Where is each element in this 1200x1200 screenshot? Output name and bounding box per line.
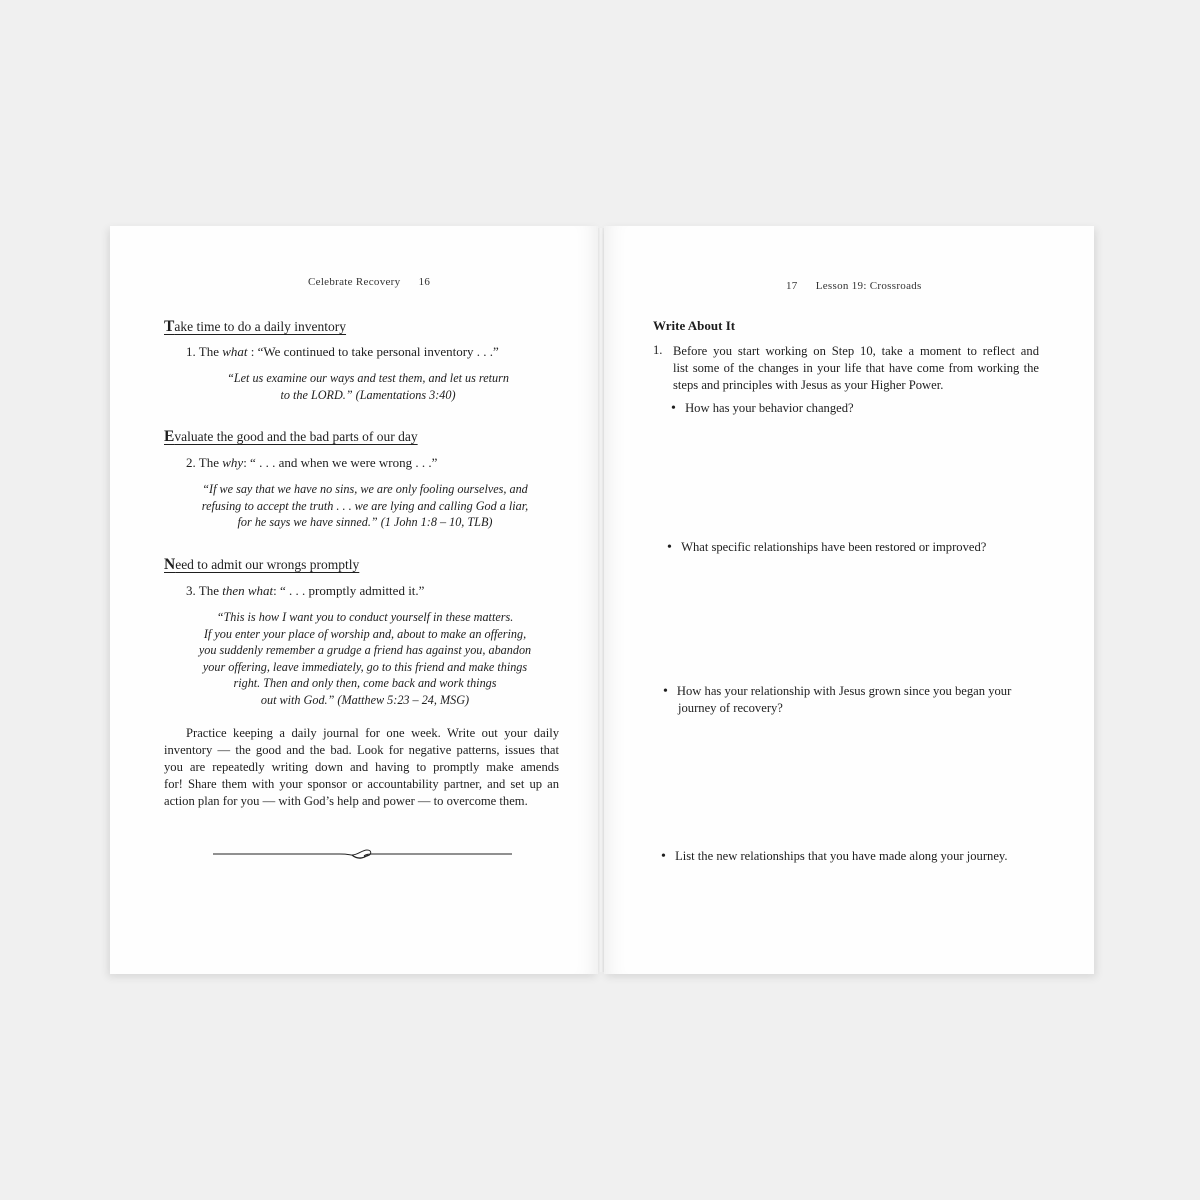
page-number: 17 (786, 280, 798, 292)
left-running-head (308, 276, 430, 288)
question-line: Before you start working on Step 10, take a moment to reflect and (673, 344, 1039, 358)
point-number: 2. The (186, 455, 223, 470)
point-label: then what (222, 583, 274, 598)
paragraph-line: inventory — the good and the bad. Look for negative patterns, issues that (164, 743, 559, 757)
closing-paragraph (164, 725, 559, 810)
section-heading-need-to-admit (164, 556, 359, 574)
point-number: 1. The (186, 344, 223, 359)
running-head-title: Celebrate Recovery (308, 276, 401, 288)
verse-matthew (160, 609, 570, 708)
ornament-flourish (352, 855, 368, 858)
question-line: list some of the changes in your life that have come from working the (673, 361, 1039, 375)
section-title: Write About It (653, 318, 736, 333)
paragraph-line: Practice keeping a daily journal for one week. Write out your daily (186, 726, 559, 740)
verse-line: you suddenly remember a grudge a friend has against you, abandon (198, 643, 532, 657)
verse-line: “If we say that we have no sins, we are only fooling ourselves, and (202, 482, 528, 496)
point-quote: : “We continued to take personal inventory . . .” (247, 344, 499, 359)
verse-line: out with God.” (Matthew 5:23 – 24, MSG) (260, 692, 470, 707)
verse-line: If you enter your place of worship and, about to make an offering, (203, 626, 527, 641)
heading-text: eed to admit our wrongs promptly (175, 557, 360, 572)
ornament-line (213, 850, 512, 856)
point-then-what (186, 583, 424, 599)
paragraph-line: you are repeatedly writing down and having to promptly make amends (164, 760, 559, 774)
question-text (673, 343, 1039, 394)
verse-1-john (160, 481, 570, 531)
point-label: why (222, 455, 244, 470)
point-quote: : “ . . . and when we were wrong . . .” (243, 455, 438, 470)
paragraph-line: action plan for you — with God’s help and power — to overcome them. (164, 794, 528, 808)
prompt-relationship-with-jesus (663, 683, 1011, 717)
verse-line: “Let us examine our ways and test them, and let us return (227, 371, 509, 385)
prompt-relationships-restored (667, 539, 986, 556)
running-head-title: Lesson 19: Crossroads (815, 280, 922, 292)
verse-line: your offering, leave immediately, go to this friend and make things (202, 659, 528, 674)
prompt-new-relationships (661, 848, 1008, 865)
verse-line: for he says we have sinned.” (1 John 1:8 – 10, TLB) (237, 515, 493, 529)
prompt-line: List the new relationships that you have made along your journey. (675, 849, 1008, 863)
prompt-behavior (671, 400, 854, 417)
question-line: steps and principles with Jesus as your Higher Power. (673, 378, 944, 392)
verse-line: refusing to accept the truth . . . we are lying and calling God a liar, (201, 498, 529, 513)
heading-initial: T (164, 318, 175, 335)
verse-line: “This is how I want you to conduct yourself in these matters. (216, 610, 514, 624)
point-what (186, 344, 499, 360)
heading-text: valuate the good and the bad parts of our day (174, 429, 418, 444)
section-heading-evaluate (164, 428, 418, 446)
prompt-line: journey of recovery? (678, 701, 783, 715)
paragraph-line: for! Share them with your sponsor or accountability partner, and set up an (164, 777, 559, 791)
verse-lamentations (168, 370, 568, 403)
heading-initial: E (164, 428, 175, 445)
section-heading-take-time (164, 318, 346, 336)
bullet-icon: • (661, 849, 666, 864)
right-running-head (786, 280, 922, 292)
heading-text: ake time to do a daily inventory (174, 319, 347, 334)
point-quote: : “ . . . promptly admitted it.” (273, 583, 425, 598)
ornament-divider (212, 842, 514, 866)
question-number: 1. (653, 343, 663, 357)
point-number: 3. The (186, 583, 223, 598)
prompt-line: What specific relationships have been restored or improved? (681, 540, 987, 554)
verse-line: to the LORD.” (Lamentations 3:40) (280, 387, 456, 402)
point-why (186, 455, 437, 471)
bullet-icon: • (667, 540, 672, 555)
bullet-icon: • (663, 684, 668, 699)
prompt-line: How has your relationship with Jesus grown since you began your (676, 684, 1012, 698)
point-label: what (222, 344, 248, 359)
page-number: 16 (418, 276, 431, 288)
bullet-icon: • (671, 401, 676, 416)
prompt-line: How has your behavior changed? (685, 401, 854, 415)
heading-initial: N (164, 556, 176, 573)
verse-line: right. Then and only then, come back and work things (233, 676, 497, 690)
